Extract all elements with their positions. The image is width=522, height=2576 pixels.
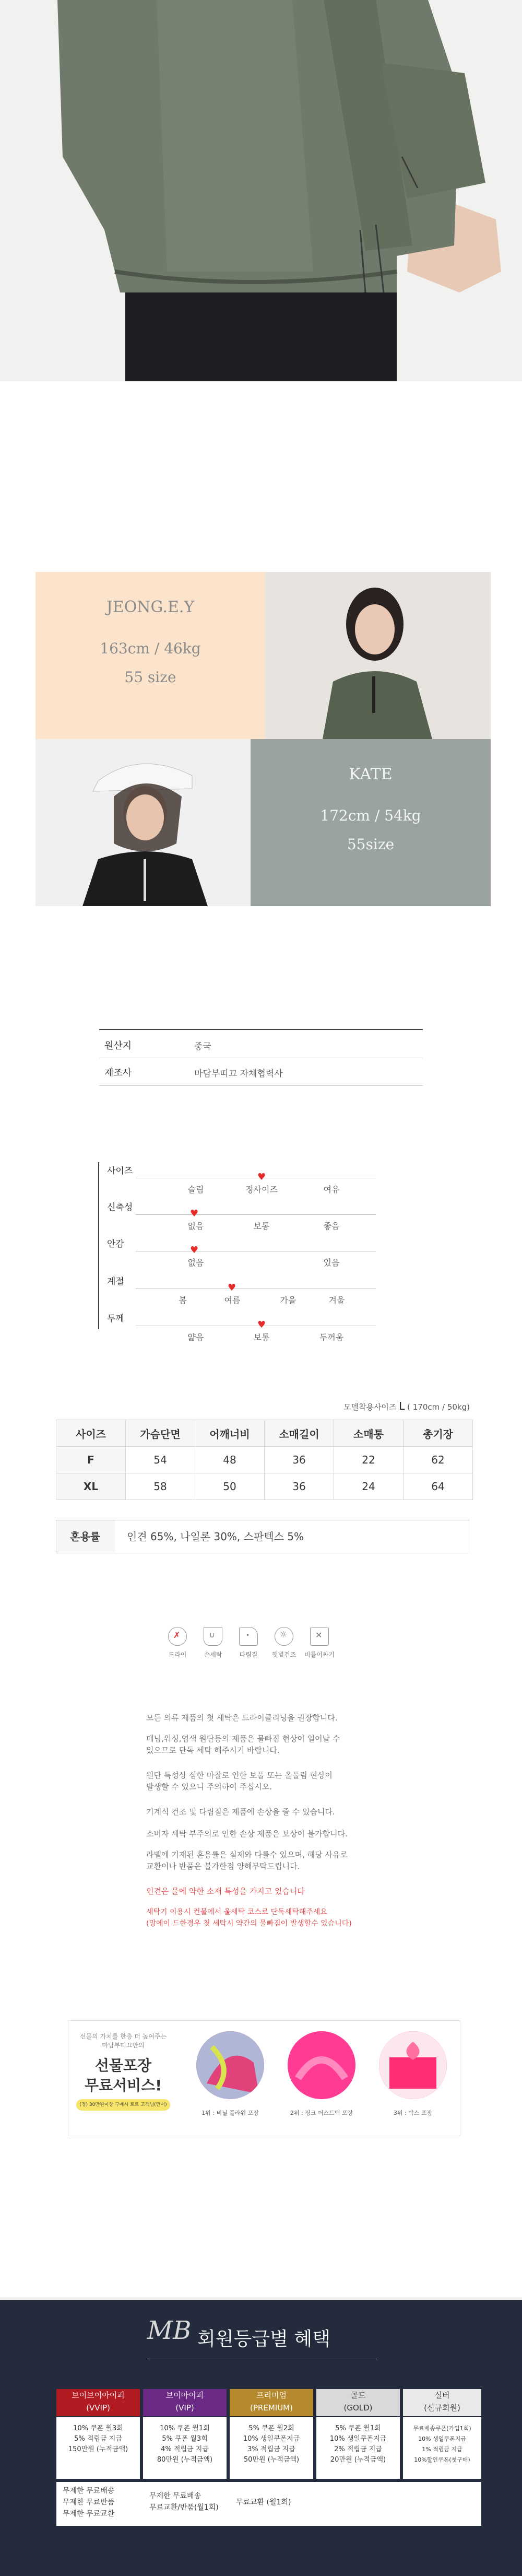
size-header: 소매통 bbox=[334, 1420, 404, 1447]
dustbag-wrap-photo bbox=[288, 2031, 355, 2099]
table-row bbox=[56, 1447, 473, 1473]
scale-stretch-marker-icon: ♥ bbox=[190, 1208, 199, 1219]
size-header: 가슴단면 bbox=[126, 1420, 195, 1447]
care-note: 데님,워싱,염색 원단등의 제품은 물빠짐 현상이 일어날 수 있으므로 단독 세탁 해주시기 바랍니다. bbox=[146, 1734, 340, 1755]
care-note: 라벨에 기재된 혼용률은 실제와 다를수 있으며, 해당 사유로 교환이나 반품은 불가한점 양해부탁드립니다. bbox=[146, 1850, 348, 1871]
size-header: 사이즈 bbox=[56, 1420, 126, 1447]
jacket-photo-illustration bbox=[0, 0, 522, 381]
size-cell: 48 bbox=[195, 1447, 265, 1473]
tier-benefit: 3% 적립금 지급 bbox=[247, 2445, 295, 2453]
model2-info-panel bbox=[251, 739, 491, 906]
tier-benefit: 4% 적립금 지급 bbox=[161, 2445, 209, 2453]
scale-size-marker-icon: ♥ bbox=[257, 1172, 266, 1182]
care-note-warning: 세탁기 이용시 컨물에서 울세탁 코스로 단독세탁해주세요 (망에이 드한경우 첫 세탁시 약간의 물빠짐이 발생할수 있습니다) bbox=[146, 1908, 352, 1928]
scale-thickness-label: 두께 bbox=[107, 1314, 124, 1324]
care-note-warning: 인견은 물에 약한 소재 특성을 가지고 있습니다 bbox=[146, 1887, 305, 1896]
sun-dry-icon: ☼ bbox=[275, 1627, 293, 1646]
tier-premium-benefits bbox=[230, 2417, 313, 2479]
tier-sub: (PREMIUM) bbox=[250, 2403, 293, 2413]
tier-benefit: 무료배송쿠폰(가입1회) bbox=[413, 2425, 471, 2432]
no-bleach-icon: ✕ bbox=[310, 1627, 329, 1646]
extra-benefits-vvip bbox=[63, 2485, 114, 2520]
membership-title: 회원등급별 혜택 bbox=[197, 2328, 330, 2350]
tier-benefit: 5% 쿠폰 월3회 bbox=[162, 2435, 208, 2443]
care-label: 손세탁 bbox=[204, 1651, 222, 1658]
membership-benefits-section bbox=[0, 2297, 522, 2576]
tier-benefit: 10% 생일쿠폰지급 bbox=[243, 2435, 300, 2443]
model2-measure: 172cm / 54kg bbox=[320, 807, 421, 824]
info-top-rule bbox=[99, 1029, 423, 1030]
fit-scales bbox=[0, 1162, 522, 1342]
box-wrap-photo bbox=[379, 2031, 447, 2099]
care-item bbox=[304, 1627, 335, 1659]
scale-thickness-opt-2: 보통 bbox=[253, 1332, 270, 1342]
tier-gold-benefits bbox=[316, 2417, 400, 2479]
care-item bbox=[197, 1627, 229, 1659]
model2-size: 55size bbox=[347, 836, 395, 853]
scale-season-opt-2: 여름 bbox=[224, 1295, 241, 1305]
extra-benefit: 무제한 무료교환 bbox=[63, 2510, 115, 2518]
extra-benefit: 무제한 무료배송 bbox=[149, 2492, 201, 2500]
size-header: 어깨너비 bbox=[195, 1420, 265, 1447]
tier-name: 골드 bbox=[350, 2391, 366, 2400]
care-item bbox=[162, 1627, 193, 1659]
gift-badge: (정) 30만원이상 구매시 토트 고객님(만서) bbox=[76, 2099, 170, 2111]
size-table bbox=[56, 1420, 473, 1500]
care-item bbox=[233, 1627, 264, 1659]
tier-benefit: 80만원 (누적금액) bbox=[157, 2456, 213, 2464]
extra-benefit: 무료교환/반품(월1회) bbox=[149, 2503, 219, 2512]
size-cell: XL bbox=[56, 1473, 126, 1500]
scale-size-opt-3: 여유 bbox=[323, 1185, 340, 1195]
tier-benefit: 50만원 (누적금액) bbox=[243, 2456, 300, 2464]
scale-size-opt-1: 슬림 bbox=[187, 1185, 204, 1195]
scale-season-opt-3: 가을 bbox=[280, 1295, 296, 1305]
scale-lining-opt-3: 있음 bbox=[323, 1258, 340, 1268]
fabric-row bbox=[56, 1520, 469, 1553]
tier-vvip-benefits bbox=[56, 2417, 140, 2479]
tier-vip-benefits bbox=[143, 2417, 227, 2479]
model-size-note-size: L bbox=[399, 1400, 405, 1412]
model1-name: JEONG.E.Y bbox=[106, 598, 195, 616]
tier-premium-header bbox=[230, 2389, 313, 2416]
iron-icon: • bbox=[239, 1627, 258, 1646]
size-cell: 62 bbox=[404, 1447, 473, 1473]
care-note: 모든 의류 제품의 첫 세탁은 드라이클리닝을 권장합니다. bbox=[146, 1713, 338, 1723]
care-item bbox=[268, 1627, 300, 1659]
info-bottom-rule bbox=[99, 1085, 423, 1086]
model-size-note-prefix: 모델착용사이즈 bbox=[343, 1402, 397, 1412]
tier-sub: (VVIP) bbox=[86, 2403, 110, 2413]
gift-title2: 무료서비스! bbox=[84, 2077, 162, 2094]
tier-benefit: 5% 쿠폰 월1회 bbox=[335, 2425, 381, 2432]
tier-benefit: 20만원 (누적금액) bbox=[330, 2456, 386, 2464]
flower-wrap-photo bbox=[196, 2031, 264, 2099]
scale-stretch-opt-3: 좋음 bbox=[323, 1221, 340, 1231]
care-label: 햇볕건조 bbox=[271, 1651, 296, 1658]
tier-name: 브이아이피 bbox=[165, 2391, 204, 2400]
maker-value: 마담부띠끄 자체협력사 bbox=[194, 1069, 283, 1079]
extra-benefit: 무료교환 (월1회) bbox=[236, 2498, 291, 2507]
care-label: 비틀어짜기 bbox=[304, 1651, 335, 1658]
scale-lining-opt-1: 없음 bbox=[187, 1258, 204, 1268]
gift-title1: 선물포장 bbox=[94, 2057, 152, 2074]
tier-benefit: 150만원 (누적금액) bbox=[68, 2445, 128, 2453]
scale-thickness-opt-1: 얇음 bbox=[187, 1332, 204, 1342]
gift-item-2: 2위 : 핑크 더스트백 포장 bbox=[290, 2110, 353, 2116]
model1-size: 55 size bbox=[124, 669, 176, 686]
scale-season-opt-1: 봄 bbox=[179, 1295, 187, 1305]
gift-item-1: 1위 : 비닐 플라워 포장 bbox=[201, 2110, 259, 2116]
tier-sub: (GOLD) bbox=[343, 2403, 373, 2413]
extra-benefit: 무제한 무료반품 bbox=[63, 2498, 115, 2507]
tier-benefit: 10% 생일쿠폰지급 bbox=[418, 2436, 466, 2442]
model2-name: KATE bbox=[349, 765, 393, 783]
tier-vip-header bbox=[143, 2389, 227, 2416]
size-cell: 36 bbox=[265, 1447, 334, 1473]
size-cell: 24 bbox=[334, 1473, 404, 1500]
gift-item-3: 3위 : 박스 포장 bbox=[393, 2110, 433, 2116]
scale-bar-left bbox=[98, 1162, 99, 1329]
scale-lining-label: 안감 bbox=[107, 1239, 124, 1249]
scale-size-opt-2: 정사이즈 bbox=[245, 1185, 278, 1195]
tier-sub: (신규회원) bbox=[424, 2403, 460, 2413]
tier-benefit: 10% 쿠폰 월1회 bbox=[160, 2425, 210, 2432]
model1-info-panel bbox=[35, 572, 265, 739]
tier-sub: (VIP) bbox=[175, 2403, 194, 2413]
membership-top-stripe bbox=[0, 2297, 522, 2300]
tier-gold-header bbox=[316, 2389, 400, 2416]
model1-photo bbox=[265, 572, 491, 739]
fabric-value: 인견 65%, 나일론 30%, 스판텍스 5% bbox=[127, 1530, 304, 1543]
care-label: 다림질 bbox=[239, 1651, 258, 1658]
model2-photo bbox=[35, 739, 251, 906]
model-size-note bbox=[324, 1400, 470, 1412]
size-header: 소매길이 bbox=[265, 1420, 334, 1447]
tier-benefit: 10% 쿠폰 월3회 bbox=[73, 2425, 123, 2432]
tier-silver-benefits bbox=[403, 2417, 481, 2479]
tier-benefit: 5% 적립금 지급 bbox=[74, 2435, 122, 2443]
tier-benefit: 5% 쿠폰 월2회 bbox=[248, 2425, 294, 2432]
scale-lining-marker-icon: ♥ bbox=[190, 1245, 199, 1256]
extra-benefits-premium bbox=[236, 2497, 291, 2508]
gift-top-text: 선물의 가치를 한층 더 높여주는 마담부띠끄만의 bbox=[80, 2033, 167, 2049]
tier-name: 실버 bbox=[434, 2391, 450, 2400]
size-table-header-row bbox=[56, 1420, 473, 1447]
size-header: 총기장 bbox=[404, 1420, 473, 1447]
tier-vvip-header bbox=[56, 2389, 140, 2416]
scale-stretch-opt-2: 보통 bbox=[253, 1221, 270, 1231]
membership-logo: MB bbox=[147, 2316, 192, 2345]
tier-benefit: 2% 적립금 지급 bbox=[334, 2445, 382, 2453]
tier-benefit: 10% 생일쿠폰지급 bbox=[329, 2435, 387, 2443]
care-note: 원단 특성상 심한 마찰로 인한 보풀 또는 올풀림 현상이 발생할 수 있으니 주의하여 주십시오. bbox=[146, 1771, 333, 1792]
scale-thickness-marker-icon: ♥ bbox=[257, 1319, 266, 1330]
tier-benefit: 1% 적립금 지급 bbox=[422, 2446, 462, 2453]
size-cell: 58 bbox=[126, 1473, 195, 1500]
scale-season-label: 계절 bbox=[107, 1277, 124, 1287]
care-note: 소비자 세탁 부주의로 인한 손상 제품은 보상이 불가합니다. bbox=[146, 1829, 348, 1839]
care-label: 드라이 bbox=[168, 1651, 187, 1658]
table-row bbox=[56, 1473, 473, 1500]
size-cell: F bbox=[56, 1447, 126, 1473]
size-cell: 64 bbox=[404, 1473, 473, 1500]
scale-thickness-opt-3: 두꺼움 bbox=[319, 1332, 344, 1342]
fabric-label: 혼용률 bbox=[56, 1520, 114, 1553]
scale-stretch-label: 신축성 bbox=[107, 1202, 133, 1213]
scale-season-opt-4: 겨울 bbox=[328, 1295, 345, 1305]
origin-value: 중국 bbox=[194, 1041, 211, 1052]
size-cell: 36 bbox=[265, 1473, 334, 1500]
tier-benefit: 10%할인쿠폰(첫구매) bbox=[414, 2456, 470, 2463]
drycleaning-icon: ✗ bbox=[168, 1627, 187, 1646]
gift-wrap-banner bbox=[68, 2020, 460, 2136]
tier-name: 프리미엄 bbox=[256, 2391, 287, 2400]
size-cell: 54 bbox=[126, 1447, 195, 1473]
maker-label: 제조사 bbox=[104, 1068, 132, 1079]
tier-name: 브이브이아이피 bbox=[72, 2391, 125, 2400]
extra-benefit: 무제한 무료배송 bbox=[63, 2487, 115, 2495]
scale-size-label: 사이즈 bbox=[107, 1166, 133, 1176]
extra-benefits-vip bbox=[149, 2490, 219, 2513]
scale-stretch-line bbox=[136, 1214, 376, 1215]
tier-silver-header bbox=[403, 2389, 481, 2416]
handwash-icon: ∪ bbox=[204, 1627, 222, 1646]
scale-stretch-opt-1: 없음 bbox=[187, 1221, 204, 1231]
size-cell: 22 bbox=[334, 1447, 404, 1473]
origin-label: 원산지 bbox=[104, 1040, 132, 1051]
care-note: 기계식 건조 및 다림질은 제품에 손상을 줄 수 있습니다. bbox=[146, 1807, 335, 1817]
scale-season-marker-icon: ♥ bbox=[228, 1282, 236, 1293]
size-cell: 50 bbox=[195, 1473, 265, 1500]
product-hero-photo bbox=[0, 0, 522, 381]
model-size-note-suffix: ( 170cm / 50kg) bbox=[407, 1402, 470, 1412]
model1-measure: 163cm / 46kg bbox=[100, 640, 201, 657]
